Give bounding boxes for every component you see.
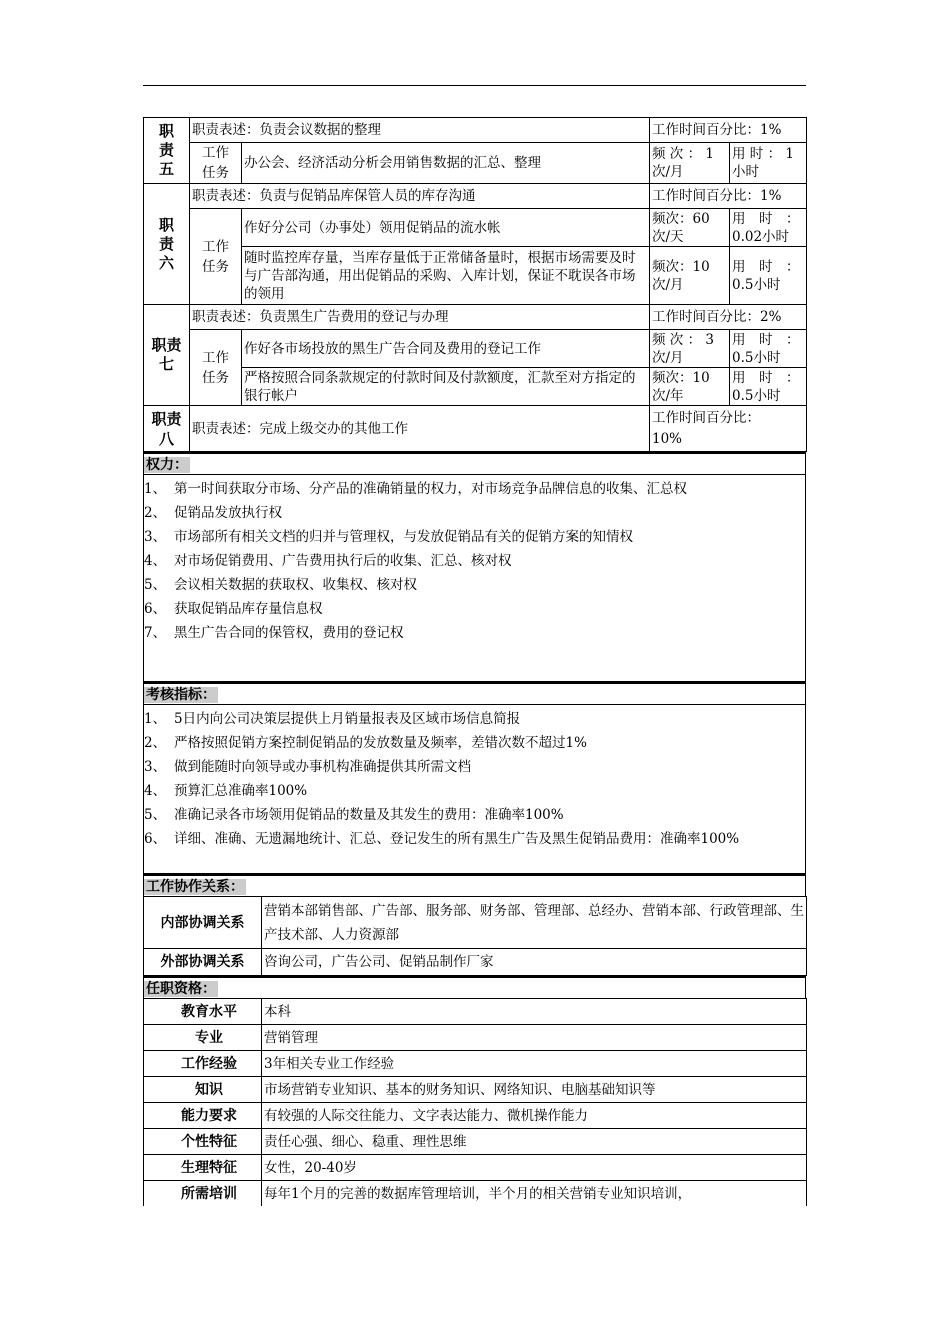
kpi-item bbox=[144, 803, 805, 827]
powers-item-text: 获取促销品库存量信息权 bbox=[174, 601, 323, 617]
duty-6-task-2-duration: 用 时 ： 0.5小时 bbox=[730, 247, 807, 305]
duty-6-task-1-frequency: 频次：60 次/天 bbox=[650, 209, 730, 247]
relations-section-header bbox=[143, 874, 806, 896]
kpi-item-number: 2、 bbox=[144, 735, 167, 751]
powers-item-text: 第一时间获取分市场、分产品的准确销量的权力，对市场竞争品牌信息的收集、汇总权 bbox=[174, 481, 687, 497]
powers-item bbox=[144, 501, 805, 525]
kpi-item-text: 严格按照促销方案控制促销品的发放数量及频率，差错次数不超过1% bbox=[174, 735, 587, 751]
qualification-value: 营销管理 bbox=[262, 1025, 807, 1051]
kpi-item bbox=[144, 707, 805, 731]
kpi-item-text: 详细、准确、无遗漏地统计、汇总、登记发生的所有黑生广告及黑生促销品费用：准确率100% bbox=[174, 831, 740, 847]
powers-item-text: 市场部所有相关文档的归并与管理权，与发放促销品有关的促销方案的知情权 bbox=[174, 529, 633, 545]
duty-5-time-percent: 工作时间百分比：1% bbox=[650, 118, 807, 143]
qualification-label: 生理特征 bbox=[144, 1155, 262, 1181]
qualifications-title: 任职资格： bbox=[146, 981, 216, 997]
duty-7-task-row-1 bbox=[144, 330, 807, 368]
duty-7-task-1-frequency: 频 次 ： 3 次/月 bbox=[650, 330, 730, 368]
kpi-item-number: 1、 bbox=[144, 711, 167, 727]
kpi-item-text: 准确记录各市场领用促销品的数量及其发生的费用：准确率100% bbox=[174, 807, 564, 823]
powers-title: 权力： bbox=[146, 457, 188, 473]
duty-7-task-label: 工作 任务 bbox=[190, 330, 242, 406]
duty-5-task-label: 工作 任务 bbox=[190, 143, 242, 184]
duty-5-desc-row bbox=[144, 118, 807, 143]
relations-title: 工作协作关系： bbox=[146, 879, 244, 895]
kpi-item bbox=[144, 827, 805, 851]
duty-7-time-percent: 工作时间百分比：2% bbox=[650, 305, 807, 330]
qualification-row bbox=[144, 1051, 807, 1077]
header-rule bbox=[143, 85, 806, 86]
powers-item-number: 7、 bbox=[144, 625, 167, 641]
powers-item bbox=[144, 477, 805, 501]
kpi-item-number: 3、 bbox=[144, 759, 167, 775]
qualification-label: 专业 bbox=[144, 1025, 262, 1051]
duty-6-description: 职责表述：负责与促销品库保管人员的库存沟通 bbox=[190, 184, 650, 209]
qualification-row bbox=[144, 1129, 807, 1155]
relations-row-external bbox=[144, 949, 807, 976]
qualification-label: 知识 bbox=[144, 1077, 262, 1103]
duty-5-description: 职责表述：负责会议数据的整理 bbox=[190, 118, 650, 143]
duty-7-desc-row bbox=[144, 305, 807, 330]
qualification-value: 本科 bbox=[262, 999, 807, 1025]
qualification-value: 3年相关专业工作经验 bbox=[262, 1051, 807, 1077]
duty-8-description: 职责表述：完成上级交办的其他工作 bbox=[190, 406, 650, 452]
qualification-row bbox=[144, 999, 807, 1025]
duty-6-task-2-text: 随时监控库存量，当库存量低于正常储备量时，根据市场需要及时与广告部沟通，用出促销品的采购、入库计划，保证不耽误各市场的领用 bbox=[242, 247, 650, 305]
duty-6-time-percent: 工作时间百分比：1% bbox=[650, 184, 807, 209]
internal-relations-label: 内部协调关系 bbox=[144, 897, 262, 949]
duty-6-desc-row bbox=[144, 184, 807, 209]
duty-6-task-row-1 bbox=[144, 209, 807, 247]
powers-item-number: 5、 bbox=[144, 577, 167, 593]
duty-5-task-1-text: 办公会、经济活动分析会用销售数据的汇总、整理 bbox=[242, 143, 650, 184]
qualification-value: 每年1个月的完善的数据库管理培训，半个月的相关营销专业知识培训， bbox=[262, 1181, 807, 1207]
powers-section-header bbox=[143, 452, 806, 474]
duty-5-task-1-frequency: 频 次 ： 1 次/月 bbox=[650, 143, 730, 184]
relations-table bbox=[143, 896, 807, 976]
qualification-label: 教育水平 bbox=[144, 999, 262, 1025]
powers-item bbox=[144, 621, 805, 645]
qualification-row bbox=[144, 1181, 807, 1207]
qualification-label: 所需培训 bbox=[144, 1181, 262, 1207]
kpi-item bbox=[144, 755, 805, 779]
powers-item-number: 6、 bbox=[144, 601, 167, 617]
kpi-section-header bbox=[143, 682, 806, 704]
powers-item bbox=[144, 597, 805, 621]
kpi-item-number: 6、 bbox=[144, 831, 167, 847]
kpi-item-text: 5日内向公司决策层提供上月销量报表及区域市场信息简报 bbox=[174, 711, 521, 727]
duty-5-task-row bbox=[144, 143, 807, 184]
relations-row-internal bbox=[144, 897, 807, 949]
kpi-item-text: 做到能随时向领导或办事机构准确提供其所需文档 bbox=[174, 759, 471, 775]
external-relations-value: 咨询公司，广告公司、促销品制作厂家 bbox=[262, 949, 807, 976]
duty-6-task-1-text: 作好分公司（办事处）领用促销品的流水帐 bbox=[242, 209, 650, 247]
duty-5-label: 职 责 五 bbox=[144, 118, 190, 184]
qualification-value: 市场营销专业知识、基本的财务知识、网络知识、电脑基础知识等 bbox=[262, 1077, 807, 1103]
powers-item bbox=[144, 525, 805, 549]
powers-list bbox=[143, 474, 806, 682]
internal-relations-value: 营销本部销售部、广告部、服务部、财务部、管理部、总经办、营销本部、行政管理部、生产技术部、人力资源部 bbox=[262, 897, 807, 949]
duty-7-description: 职责表述：负责黑生广告费用的登记与办理 bbox=[190, 305, 650, 330]
duty-7-task-1-duration: 用 时 ： 0.5小时 bbox=[730, 330, 807, 368]
duty-7-label: 职责 七 bbox=[144, 305, 190, 406]
duty-7-task-1-text: 作好各市场投放的黑生广告合同及费用的登记工作 bbox=[242, 330, 650, 368]
duty-6-task-row-2 bbox=[144, 247, 807, 305]
duty-6-task-2-frequency: 频次：10 次/月 bbox=[650, 247, 730, 305]
powers-item-number: 1、 bbox=[144, 481, 167, 497]
powers-item-text: 对市场促销费用、广告费用执行后的收集、汇总、核对权 bbox=[174, 553, 512, 569]
qualification-value: 女性，20-40岁 bbox=[262, 1155, 807, 1181]
duties-table bbox=[143, 117, 807, 452]
external-relations-label: 外部协调关系 bbox=[144, 949, 262, 976]
duty-7-task-2-duration: 用 时 ： 0.5小时 bbox=[730, 368, 807, 406]
qualification-row bbox=[144, 1025, 807, 1051]
duty-5-task-1-duration: 用 时 ： 1 小时 bbox=[730, 143, 807, 184]
job-description-document bbox=[143, 117, 806, 1206]
qualification-row bbox=[144, 1155, 807, 1181]
duty-7-task-2-text: 严格按照合同条款规定的付款时间及付款额度，汇款至对方指定的银行帐户 bbox=[242, 368, 650, 406]
duty-6-task-label: 工作 任务 bbox=[190, 209, 242, 305]
powers-item-text: 会议相关数据的获取权、收集权、核对权 bbox=[174, 577, 417, 593]
duty-8-time-percent: 工作时间百分比： 10% bbox=[650, 406, 807, 452]
qualification-row bbox=[144, 1103, 807, 1129]
duty-6-label: 职 责 六 bbox=[144, 184, 190, 305]
kpi-item-text: 预算汇总准确率100% bbox=[174, 783, 308, 799]
qualification-label: 工作经验 bbox=[144, 1051, 262, 1077]
powers-item-number: 3、 bbox=[144, 529, 167, 545]
powers-item-number: 2、 bbox=[144, 505, 167, 521]
qualification-value: 有较强的人际交往能力、文字表达能力、微机操作能力 bbox=[262, 1103, 807, 1129]
qualification-label: 能力要求 bbox=[144, 1103, 262, 1129]
qualification-row bbox=[144, 1077, 807, 1103]
kpi-item bbox=[144, 731, 805, 755]
kpi-item bbox=[144, 779, 805, 803]
kpi-item-number: 4、 bbox=[144, 783, 167, 799]
duty-6-task-1-duration: 用 时 ： 0.02小时 bbox=[730, 209, 807, 247]
qualification-label: 个性特征 bbox=[144, 1129, 262, 1155]
qualifications-section-header bbox=[143, 976, 806, 998]
kpi-item-number: 5、 bbox=[144, 807, 167, 823]
powers-item-text: 促销品发放执行权 bbox=[174, 505, 282, 521]
duty-8-row bbox=[144, 406, 807, 452]
qualification-value: 责任心强、细心、稳重、理性思维 bbox=[262, 1129, 807, 1155]
duty-8-label: 职责 八 bbox=[144, 406, 190, 452]
powers-item-text: 黑生广告合同的保管权，费用的登记权 bbox=[174, 625, 404, 641]
duty-7-task-2-frequency: 频次：10 次/年 bbox=[650, 368, 730, 406]
powers-item bbox=[144, 549, 805, 573]
kpi-list bbox=[143, 704, 806, 874]
powers-item-number: 4、 bbox=[144, 553, 167, 569]
duty-7-task-row-2 bbox=[144, 368, 807, 406]
qualifications-table bbox=[143, 998, 807, 1206]
powers-item bbox=[144, 573, 805, 597]
kpi-title: 考核指标： bbox=[146, 687, 216, 703]
